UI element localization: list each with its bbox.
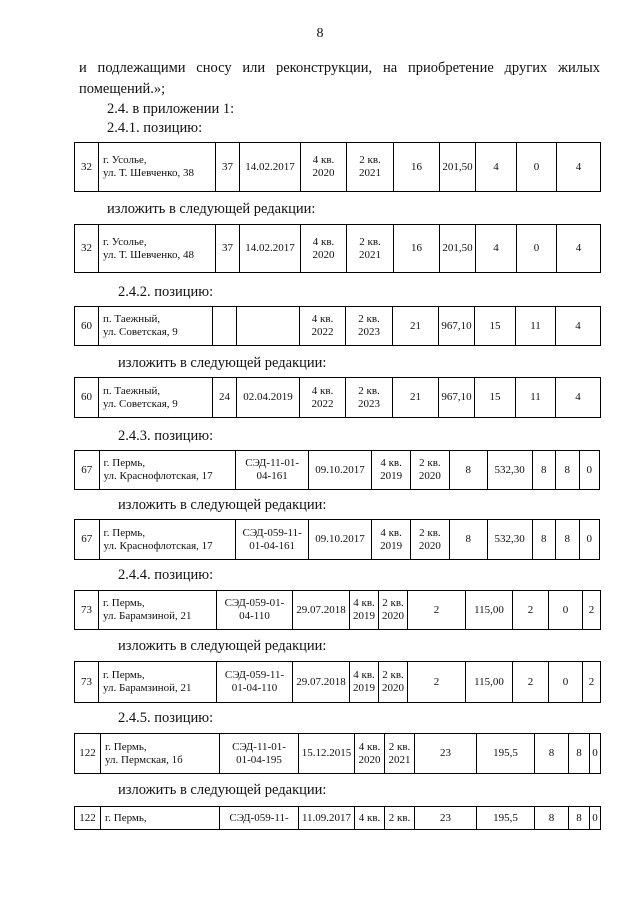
table-cell: 4 <box>476 225 517 273</box>
address-line: ул. Т. Шевченко, 48 <box>103 248 194 261</box>
decree-number: 04-161 <box>256 470 288 482</box>
address-line: ул. Советская, 9 <box>103 397 178 410</box>
table-cell: 8 <box>532 520 555 560</box>
address-line: г. Пермь, <box>103 669 145 681</box>
table-cell: 2 <box>408 591 466 630</box>
table-cell: 8 <box>556 520 579 560</box>
address-line: г. Пермь, <box>103 526 146 539</box>
quarter: 2 кв. <box>359 154 381 166</box>
table-cell: 15.12.2015 <box>299 734 355 774</box>
position-table-original <box>74 733 601 774</box>
table-cell: 2 <box>513 662 549 703</box>
position-table-revised <box>74 377 601 418</box>
address-line: ул. Т. Шевченко, 38 <box>103 167 194 179</box>
table-cell <box>411 520 450 560</box>
table-cell <box>347 143 394 192</box>
decree-number: СЭД-059-01- <box>224 597 285 609</box>
position-table-original <box>74 306 601 346</box>
table-cell: 11 <box>516 307 556 346</box>
address-line: п. Таежный, <box>103 384 161 397</box>
table-cell: 532,30 <box>487 520 532 560</box>
quarter: 4 кв. <box>312 154 335 166</box>
table-cell: 2 <box>583 591 601 630</box>
quarter: 4 кв. <box>358 740 381 753</box>
quarter: 2 кв. <box>359 235 381 248</box>
table-cell: 29.07.2018 <box>293 591 350 630</box>
table-cell: 8 <box>569 807 590 830</box>
year: 2019 <box>353 682 375 694</box>
table-cell: 4 кв. <box>355 807 385 830</box>
table-row <box>75 520 600 560</box>
quarter: 4 кв. <box>353 597 375 609</box>
table-cell <box>99 662 217 703</box>
year: 2023 <box>358 326 380 338</box>
table-cell: 21 <box>393 378 439 418</box>
table-cell: 532,30 <box>487 451 532 490</box>
quarter: 2 кв. <box>419 457 441 469</box>
table-cell: 4 <box>556 378 601 418</box>
table-cell <box>220 734 299 774</box>
table-cell: 115,00 <box>466 662 513 703</box>
table-row <box>75 807 601 830</box>
table-cell: 09.10.2017 <box>308 451 371 490</box>
table-cell: 29.07.2018 <box>293 662 350 703</box>
table-cell: 15 <box>475 378 516 418</box>
table-cell <box>99 143 216 192</box>
item-2-4-3: 2.4.3. позицию: <box>118 428 214 444</box>
table-row <box>75 734 601 774</box>
table-cell: 195,5 <box>477 807 535 830</box>
table-cell: 122 <box>75 807 101 830</box>
table-cell <box>99 520 236 560</box>
table-cell: 0 <box>549 591 583 630</box>
table-cell: 23 <box>415 807 477 830</box>
year: 2020 <box>358 753 381 766</box>
address-line: г. Усолье, <box>103 235 147 248</box>
table-cell: 8 <box>535 807 569 830</box>
table-cell <box>99 451 236 490</box>
table-cell: 8 <box>535 734 569 774</box>
address-line: г. Пермь, <box>103 597 145 609</box>
decree-number: СЭД-059-11- <box>242 526 302 539</box>
table-cell: 24 <box>213 378 237 418</box>
quarter: 2 кв. <box>382 597 404 609</box>
year: 2020 <box>382 610 404 622</box>
table-cell: СЭД-059-11- <box>220 807 299 830</box>
quarter: 4 кв. <box>353 669 375 681</box>
quarter: 4 кв. <box>311 313 334 325</box>
year: 2020 <box>418 539 441 552</box>
table-cell: 16 <box>394 143 440 192</box>
table-cell: 0 <box>590 807 601 830</box>
table-cell: 8 <box>569 734 590 774</box>
table-cell <box>99 225 216 273</box>
table-cell: 73 <box>75 662 99 703</box>
replace-heading: изложить в следующей редакции: <box>118 782 327 798</box>
table-cell: 122 <box>75 734 101 774</box>
table-cell <box>372 451 411 490</box>
table-cell: 16 <box>394 225 440 273</box>
page-number: 8 <box>316 26 324 41</box>
year: 2019 <box>380 539 403 552</box>
quarter: 2 кв. <box>358 313 380 325</box>
table-row <box>75 662 601 703</box>
table-cell: 2 кв. <box>385 807 415 830</box>
table-cell <box>300 378 346 418</box>
table-cell <box>346 378 393 418</box>
position-table-original <box>74 450 600 490</box>
table-cell: 201,50 <box>440 143 476 192</box>
table-cell: 2 <box>408 662 466 703</box>
quarter: 2 кв. <box>382 669 404 681</box>
table-cell <box>379 662 408 703</box>
table-cell <box>379 591 408 630</box>
address-line: ул. Краснофлотская, 17 <box>103 539 213 552</box>
address-line: г. Пермь, <box>105 740 147 753</box>
table-cell: 60 <box>75 307 99 346</box>
table-cell <box>217 591 293 630</box>
year: 2020 <box>312 248 335 261</box>
table-cell: 0 <box>549 662 583 703</box>
table-cell: 2 <box>583 662 601 703</box>
decree-number: 04-110 <box>239 610 270 622</box>
table-row <box>75 143 601 192</box>
decree-number: 01-04-195 <box>236 753 282 766</box>
table-cell: 4 <box>557 225 601 273</box>
year: 2022 <box>311 326 334 338</box>
table-cell: 14.02.2017 <box>240 225 301 273</box>
intro-line-2: помещений.»; <box>79 81 166 97</box>
quarter: 4 кв. <box>311 384 334 397</box>
item-2-4-5: 2.4.5. позицию: <box>118 710 214 726</box>
table-cell: 2 <box>513 591 549 630</box>
year: 2020 <box>418 470 441 482</box>
table-cell <box>237 307 300 346</box>
table-cell: 0 <box>579 520 600 560</box>
quarter: 2 кв. <box>358 384 380 397</box>
table-cell <box>101 734 220 774</box>
year: 2019 <box>353 610 375 622</box>
table-row <box>75 378 601 418</box>
table-cell <box>236 451 309 490</box>
table-cell: 8 <box>449 520 487 560</box>
table-cell: 23 <box>415 734 477 774</box>
table-cell <box>355 734 385 774</box>
table-cell: 11 <box>516 378 556 418</box>
table-cell: 37 <box>216 143 240 192</box>
table-cell <box>99 591 217 630</box>
address-line: ул. Советская, 9 <box>103 326 178 338</box>
address-line: г. Пермь, <box>103 457 146 469</box>
table-cell: 11.09.2017 <box>299 807 355 830</box>
address-line: ул. Пермская, 1б <box>105 753 183 766</box>
decree-number: 01-04-161 <box>249 539 296 552</box>
position-table-original <box>74 142 601 192</box>
table-cell: 4 <box>476 143 517 192</box>
table-row <box>75 307 601 346</box>
year: 2021 <box>388 753 411 766</box>
position-table-revised <box>74 224 601 273</box>
table-cell <box>213 307 237 346</box>
replace-heading: изложить в следующей редакции: <box>118 355 327 371</box>
table-cell: 201,50 <box>440 225 476 273</box>
address-line: ул. Краснофлотская, 17 <box>103 470 213 482</box>
year: 2020 <box>312 167 335 179</box>
year: 2020 <box>382 682 404 694</box>
item-2-4-1: 2.4.1. позицию: <box>107 120 203 136</box>
year: 2023 <box>358 397 380 410</box>
position-table-revised <box>74 661 601 703</box>
table-cell <box>217 662 293 703</box>
table-cell: 67 <box>75 451 100 490</box>
table-cell <box>372 520 411 560</box>
decree-number: 01-04-110 <box>231 682 278 694</box>
quarter: 4 кв. <box>380 526 402 539</box>
table-cell <box>411 451 450 490</box>
position-table-revised <box>74 806 601 830</box>
position-table-revised <box>74 519 600 560</box>
table-cell: 967,10 <box>439 378 475 418</box>
table-cell <box>301 143 347 192</box>
quarter: 2 кв. <box>388 740 411 753</box>
quarter: 4 кв. <box>312 235 335 248</box>
table-cell: 15 <box>475 307 516 346</box>
year: 2019 <box>380 470 403 482</box>
position-table-original <box>74 590 601 630</box>
quarter: 2 кв. <box>419 526 441 539</box>
table-cell: 8 <box>532 451 555 490</box>
decree-number: СЭД-059-11- <box>224 669 285 681</box>
year: 2022 <box>311 397 334 410</box>
table-cell <box>346 307 393 346</box>
replace-heading: изложить в следующей редакции: <box>118 497 327 513</box>
item-2-4-4: 2.4.4. позицию: <box>118 567 214 583</box>
table-row <box>75 225 601 273</box>
decree-number: СЭД-11-01- <box>245 457 299 469</box>
table-cell: 21 <box>393 307 439 346</box>
table-cell: 14.02.2017 <box>240 143 301 192</box>
table-cell: 60 <box>75 378 99 418</box>
intro-line-1: и подлежащими сносу или реконструкции, на приобретение других жилых <box>79 60 600 76</box>
table-cell <box>350 591 379 630</box>
table-cell <box>236 520 309 560</box>
table-cell <box>350 662 379 703</box>
quarter: 4 кв. <box>380 457 402 469</box>
table-cell: 0 <box>517 225 557 273</box>
replace-heading: изложить в следующей редакции: <box>118 638 327 654</box>
decree-number: СЭД-11-01- <box>232 740 286 753</box>
table-cell <box>385 734 415 774</box>
table-cell: 4 <box>557 143 601 192</box>
table-cell <box>301 225 347 273</box>
table-cell: 32 <box>75 225 99 273</box>
table-row <box>75 591 601 630</box>
table-cell <box>99 378 213 418</box>
item-2-4-2: 2.4.2. позицию: <box>118 284 214 300</box>
table-cell: 37 <box>216 225 240 273</box>
table-cell: 8 <box>449 451 487 490</box>
year: 2021 <box>359 248 381 261</box>
item-2-4: 2.4. в приложении 1: <box>107 101 235 117</box>
table-cell: г. Пермь, <box>101 807 220 830</box>
address-line: п. Таежный, <box>103 313 161 325</box>
table-cell: 115,00 <box>466 591 513 630</box>
table-cell <box>300 307 346 346</box>
address-line: г. Усолье, <box>103 154 147 166</box>
table-cell: 195,5 <box>477 734 535 774</box>
table-row <box>75 451 600 490</box>
table-cell: 0 <box>590 734 601 774</box>
table-cell: 0 <box>517 143 557 192</box>
table-cell: 32 <box>75 143 99 192</box>
year: 2021 <box>359 167 381 179</box>
table-cell: 02.04.2019 <box>237 378 300 418</box>
table-cell: 967,10 <box>439 307 475 346</box>
table-cell: 8 <box>556 451 579 490</box>
table-cell: 4 <box>556 307 601 346</box>
replace-heading: изложить в следующей редакции: <box>107 201 316 217</box>
table-cell <box>347 225 394 273</box>
table-cell: 0 <box>579 451 600 490</box>
address-line: ул. Барамзиной, 21 <box>103 610 192 622</box>
table-cell: 09.10.2017 <box>308 520 371 560</box>
table-cell <box>99 307 213 346</box>
address-line: ул. Барамзиной, 21 <box>103 682 192 694</box>
table-cell: 67 <box>75 520 100 560</box>
table-cell: 73 <box>75 591 99 630</box>
